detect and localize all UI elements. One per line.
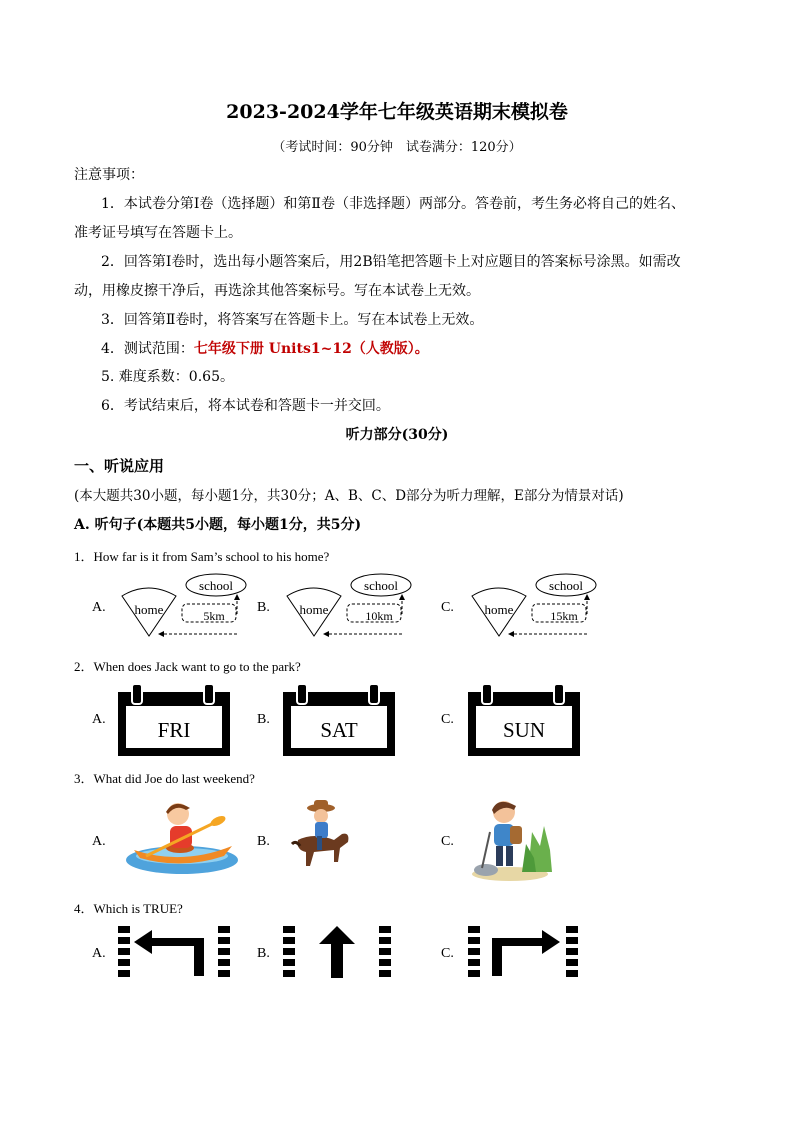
q2-option-c: C. (441, 712, 454, 727)
listening-heading: 听力部分(30分) (345, 427, 449, 443)
q2-calendar-a (118, 684, 230, 756)
q3-option-b: B. (257, 834, 270, 849)
notice-item-2a: 2．回答第Ⅰ卷时，选出每小题答案后，用2B铅笔把答题卡上对应题目的答案标号涂黑。如需改 (101, 254, 681, 270)
section-description: (本大题共30小题，每小题1分，共30分；A、B、C、D部分为听力理解，E部分为情景对话) (74, 488, 624, 504)
notice-item-4 (101, 338, 429, 358)
svg-text:school: school (199, 578, 233, 593)
q4-option-a: A. (92, 946, 106, 961)
q1-image-c (468, 572, 598, 640)
notice-item-4-prefix: 4．测试范围： (101, 341, 194, 357)
svg-text:home: home (484, 602, 514, 617)
exam-info: （考试时间：90分钟 试卷满分：120分） (272, 140, 522, 155)
q2-option-a: A. (92, 712, 106, 727)
svg-text:school: school (549, 578, 583, 593)
q2-calendar-b (283, 684, 395, 756)
calendar-day-sat: SAT (320, 718, 358, 742)
calendar-day-fri: FRI (157, 718, 191, 742)
turn-right-sign-icon (468, 926, 580, 978)
test-range: 七年级下册 Units1~12（人教版）。 (193, 341, 429, 357)
svg-text:home: home (134, 602, 164, 617)
q1-distance-b: 10km (365, 609, 393, 623)
q1-distance-a: 5km (203, 609, 225, 623)
q4-option-c: C. (441, 946, 454, 961)
q3-option-c: C. (441, 834, 454, 849)
question-4: 4．Which is TRUE? (74, 901, 183, 916)
q3-option-a: A. (92, 834, 106, 849)
hiking-boy-icon (470, 796, 554, 882)
question-1: 1．How far is it from Sam’s school to his home? (74, 549, 330, 564)
q1-distance-c: 15km (550, 609, 578, 623)
kayaking-boy-icon (124, 796, 242, 878)
svg-text:home: home (299, 602, 329, 617)
q1-option-c: C. (441, 600, 454, 615)
question-2: 2．When does Jack want to go to the park? (74, 659, 301, 674)
q1-option-a: A. (92, 600, 106, 615)
horse-riding-cowboy-icon (284, 796, 356, 882)
notice-item-1b: 准考证号填写在答题卡上。 (74, 225, 242, 241)
part-a-heading: A. 听句子(本题共5小题，每小题1分，共5分) (74, 517, 362, 533)
q1-image-b (283, 572, 413, 640)
calendar-day-sun: SUN (502, 718, 546, 742)
q1-image-a (118, 572, 248, 640)
notice-item-6: 6．考试结束后，将本试卷和答题卡一并交回。 (101, 398, 390, 414)
svg-text:school: school (364, 578, 398, 593)
q4-option-b: B. (257, 946, 270, 961)
question-3: 3．What did Joe do last weekend? (74, 771, 255, 786)
turn-left-sign-icon (118, 926, 230, 978)
page-title: 2023-2024学年七年级英语期末模拟卷 (226, 101, 568, 123)
notice-item-5: 5. 难度系数：0.65。 (101, 369, 234, 385)
notice-item-1a: 1．本试卷分第Ⅰ卷（选择题）和第Ⅱ卷（非选择题）两部分。答卷前，考生务必将自己的姓名、 (101, 196, 685, 212)
notice-item-3: 3．回答第Ⅱ卷时，将答案写在答题卡上。写在本试卷上无效。 (101, 312, 484, 328)
section-heading: 一、听说应用 (74, 457, 165, 475)
notice-heading: 注意事项： (74, 167, 144, 183)
q2-option-b: B. (257, 712, 270, 727)
notice-item-2b: 动，用橡皮擦干净后，再选涂其他答案标号。写在本试卷上无效。 (74, 283, 480, 299)
q1-option-b: B. (257, 600, 270, 615)
go-straight-sign-icon (283, 926, 395, 978)
q2-calendar-c (468, 684, 580, 756)
